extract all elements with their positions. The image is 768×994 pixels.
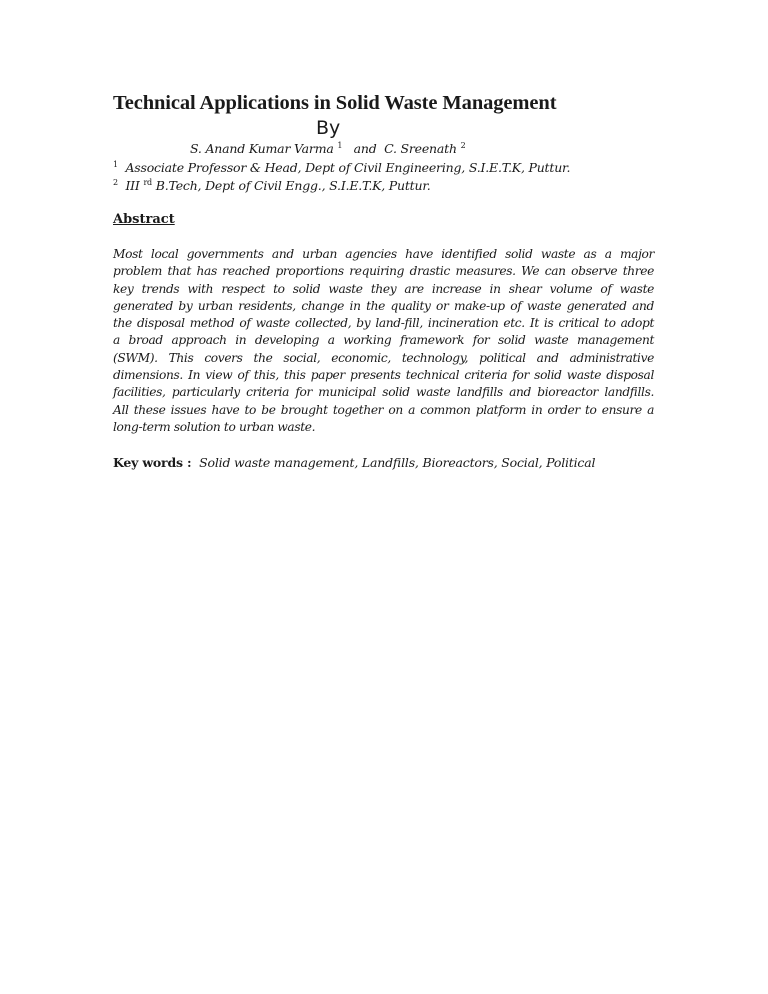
author-affiliation-marker: 2 (460, 140, 466, 150)
abstract-line: generated by urban residents, change in the quality or make-up of waste generated and (113, 298, 654, 313)
author-list (190, 141, 466, 156)
abstract-line: All these issues have to be brought together on a common platform in order to ensure a (113, 402, 654, 417)
byline-label: By (316, 117, 341, 139)
abstract-line: key trends with respect to solid waste they are increase in shear volume of waste (113, 281, 654, 296)
abstract-body (113, 246, 654, 436)
ordinal-suffix: rd (143, 177, 152, 187)
abstract-line: dimensions. In view of this, this paper presents technical criteria for solid waste disposal (113, 368, 654, 383)
abstract-line: (SWM). This covers the social, economic, technology, political and administrative (113, 350, 654, 365)
affiliation-2 (113, 178, 431, 193)
abstract-line: problem that has reached proportions requiring drastic measures. We can observe three (113, 264, 654, 279)
abstract-line: a broad approach in developing a working framework for solid waste management (113, 333, 654, 348)
author-affiliation-marker: 1 (337, 140, 343, 150)
keywords (113, 455, 595, 470)
author-conjunction: and (353, 141, 377, 156)
author-name: C. Sreenath (384, 141, 457, 156)
abstract-line: facilities, particularly criteria for municipal solid waste landfills and bioreactor landfills. (113, 385, 654, 400)
author-name: S. Anand Kumar Varma (190, 141, 334, 156)
affiliation-marker: 1 (113, 159, 118, 169)
affiliation-text: Associate Professor & Head, Dept of Civil Engineering, S.I.E.T.K, Puttur. (125, 160, 571, 175)
abstract-line: Most local governments and urban agencies have identified solid waste as a major (113, 247, 654, 261)
abstract-line: long-term solution to urban waste. (113, 419, 316, 434)
abstract-line: the disposal method of waste collected, by land-fill, incineration etc. It is critical to adopt (113, 316, 654, 331)
paper-title: Technical Applications in Solid Waste Management (113, 92, 557, 114)
keywords-values: Solid waste management, Landfills, Bioreactors, Social, Political (199, 455, 596, 470)
keywords-label: Key words : (113, 455, 192, 470)
affiliation-text: B.Tech, Dept of Civil Engg., S.I.E.T.K, Puttur. (155, 178, 431, 193)
affiliation-marker: 2 (113, 177, 118, 187)
affiliation-1 (113, 160, 570, 175)
abstract-heading: Abstract (113, 212, 175, 227)
affiliation-prefix: III (125, 178, 140, 193)
